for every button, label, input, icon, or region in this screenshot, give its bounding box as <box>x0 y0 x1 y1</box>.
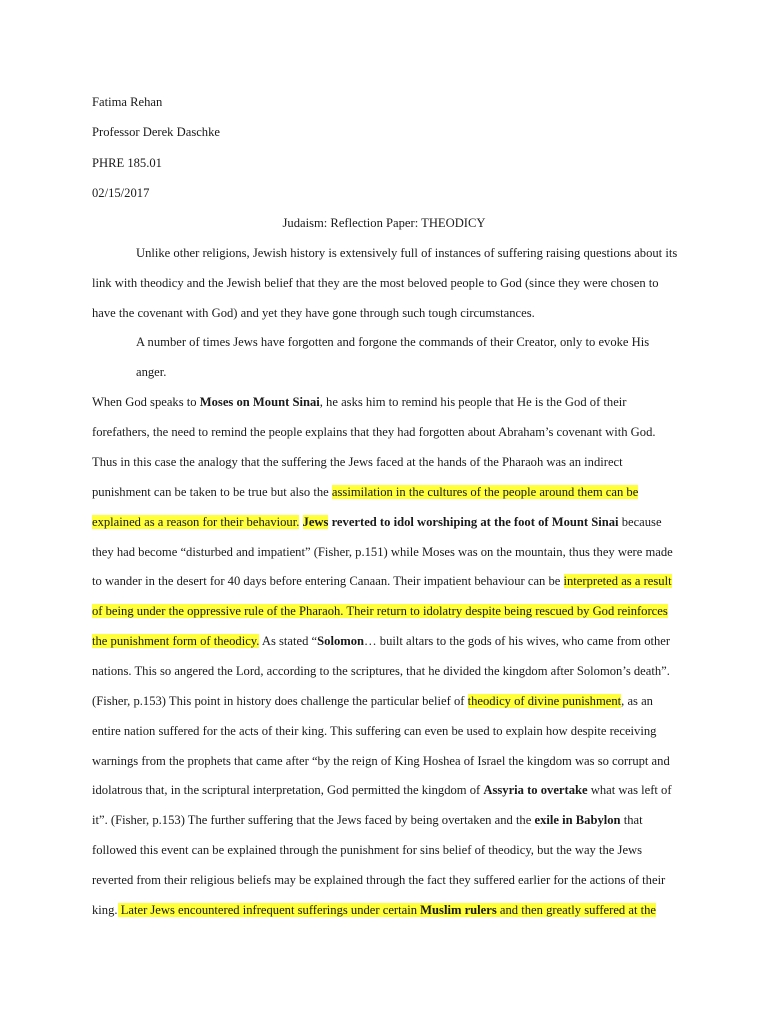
professor-name: Professor Derek Daschke <box>92 125 220 139</box>
body-line: warnings from the prophets that came after “by the reign of King Hoshea of Israel the kingdom was so corrupt and <box>92 754 670 768</box>
body-line: followed this event can be explained through the punishment for sins belief of theodicy, but the way the Jews <box>92 843 643 857</box>
paper-title: Judaism: Reflection Paper: THEODICY <box>282 216 486 230</box>
body-line: anger. <box>136 365 167 379</box>
body-line: A number of times Jews have forgotten and forgone the commands of their Creator, only to evoke His <box>136 335 650 349</box>
text-run: idolatrous that, in the scriptural interpretation, God permitted the kingdom of <box>92 783 484 797</box>
text-run: When God speaks to <box>92 395 200 409</box>
body-line: Thus in this case the analogy that the suffering the Jews faced at the hands of the Pharaoh was an indirect <box>92 455 623 469</box>
body-line <box>92 902 656 918</box>
bold-term: Moses on Mount Sinai <box>199 395 320 409</box>
text-run: As stated “ <box>259 634 318 648</box>
paper-date: 02/15/2017 <box>92 186 150 200</box>
bold-term: exile in Babylon <box>534 813 621 827</box>
text-run: , he asks him to remind his people that He is the God of their <box>319 395 627 409</box>
body-line <box>92 514 662 530</box>
body-line: entire nation suffered for the acts of their king. This suffering can even be used to explain how despite receiving <box>92 724 657 738</box>
highlighted-text: theodicy of divine punishment <box>467 694 622 708</box>
text-run: (Fisher, p.153) This point in history does challenge the particular belief of <box>92 694 468 708</box>
course-code: PHRE 185.01 <box>92 156 162 170</box>
author-name: Fatima Rehan <box>92 95 163 109</box>
highlighted-bold-term: Muslim rulers <box>420 903 497 917</box>
text-run: because <box>618 515 662 529</box>
body-line: they had become “disturbed and impatient” (Fisher, p.151) while Moses was on the mountain, thus they were made <box>92 545 673 559</box>
text-run: punishment can be taken to be true but also the <box>92 485 332 499</box>
bold-term: reverted to idol worshiping at the foot of Mount Sinai <box>328 515 619 529</box>
text-run: … built altars to the gods of his wives, who came from other <box>364 634 671 648</box>
body-line <box>92 782 672 798</box>
highlighted-text: of being under the oppressive rule of the Pharaoh. <box>92 604 344 618</box>
body-line <box>92 484 638 500</box>
highlighted-text: assimilation in the cultures of the people around them can be <box>331 485 639 499</box>
body-line <box>92 633 670 649</box>
text-run: that <box>620 813 643 827</box>
bold-term: Solomon <box>317 634 365 648</box>
highlighted-text: the punishment form of theodicy. <box>92 634 260 648</box>
body-line <box>92 394 627 410</box>
body-line: link with theodicy and the Jewish belief that they are the most beloved people to God (since they were chosen to <box>92 276 659 290</box>
highlighted-text: and then greatly suffered at the <box>496 903 656 917</box>
body-line <box>92 693 653 709</box>
bold-term: Assyria to overtake <box>483 783 588 797</box>
body-line <box>92 812 643 828</box>
highlighted-text: Later Jews encountered infrequent sufferings under certain <box>117 903 421 917</box>
body-line: have the covenant with God) and yet they have gone through such tough circumstances. <box>92 306 535 320</box>
body-line <box>92 603 668 619</box>
body-line: nations. This so angered the Lord, according to the scriptures, that he divided the kingdom after Solomon’s death”. <box>92 664 670 678</box>
body-line <box>92 573 672 589</box>
highlighted-text: explained as a reason for their behaviour. <box>92 515 300 529</box>
text-run: what was left of <box>587 783 672 797</box>
highlighted-text: interpreted as a result <box>563 574 672 588</box>
body-line: Unlike other religions, Jewish history is extensively full of instances of suffering raising questions about its <box>136 246 678 260</box>
body-line: forefathers, the need to remind the people explains that they had forgotten about Abraham’s covenant with God. <box>92 425 656 439</box>
text-run: king. <box>92 903 118 917</box>
text-run: to wander in the desert for 40 days before entering Canaan. Their impatient behaviour can be <box>92 574 564 588</box>
text-run: it”. (Fisher, p.153) The further suffering that the Jews faced by being overtaken and the <box>92 813 535 827</box>
text-run: , as an <box>621 694 653 708</box>
body-line: reverted from their religious beliefs may be explained through the fact they suffered earlier for the actions of their <box>92 873 666 887</box>
highlighted-bold-term: Jews <box>302 515 329 529</box>
highlighted-text: Their return to idolatry despite being rescued by God reinforces <box>343 604 668 618</box>
